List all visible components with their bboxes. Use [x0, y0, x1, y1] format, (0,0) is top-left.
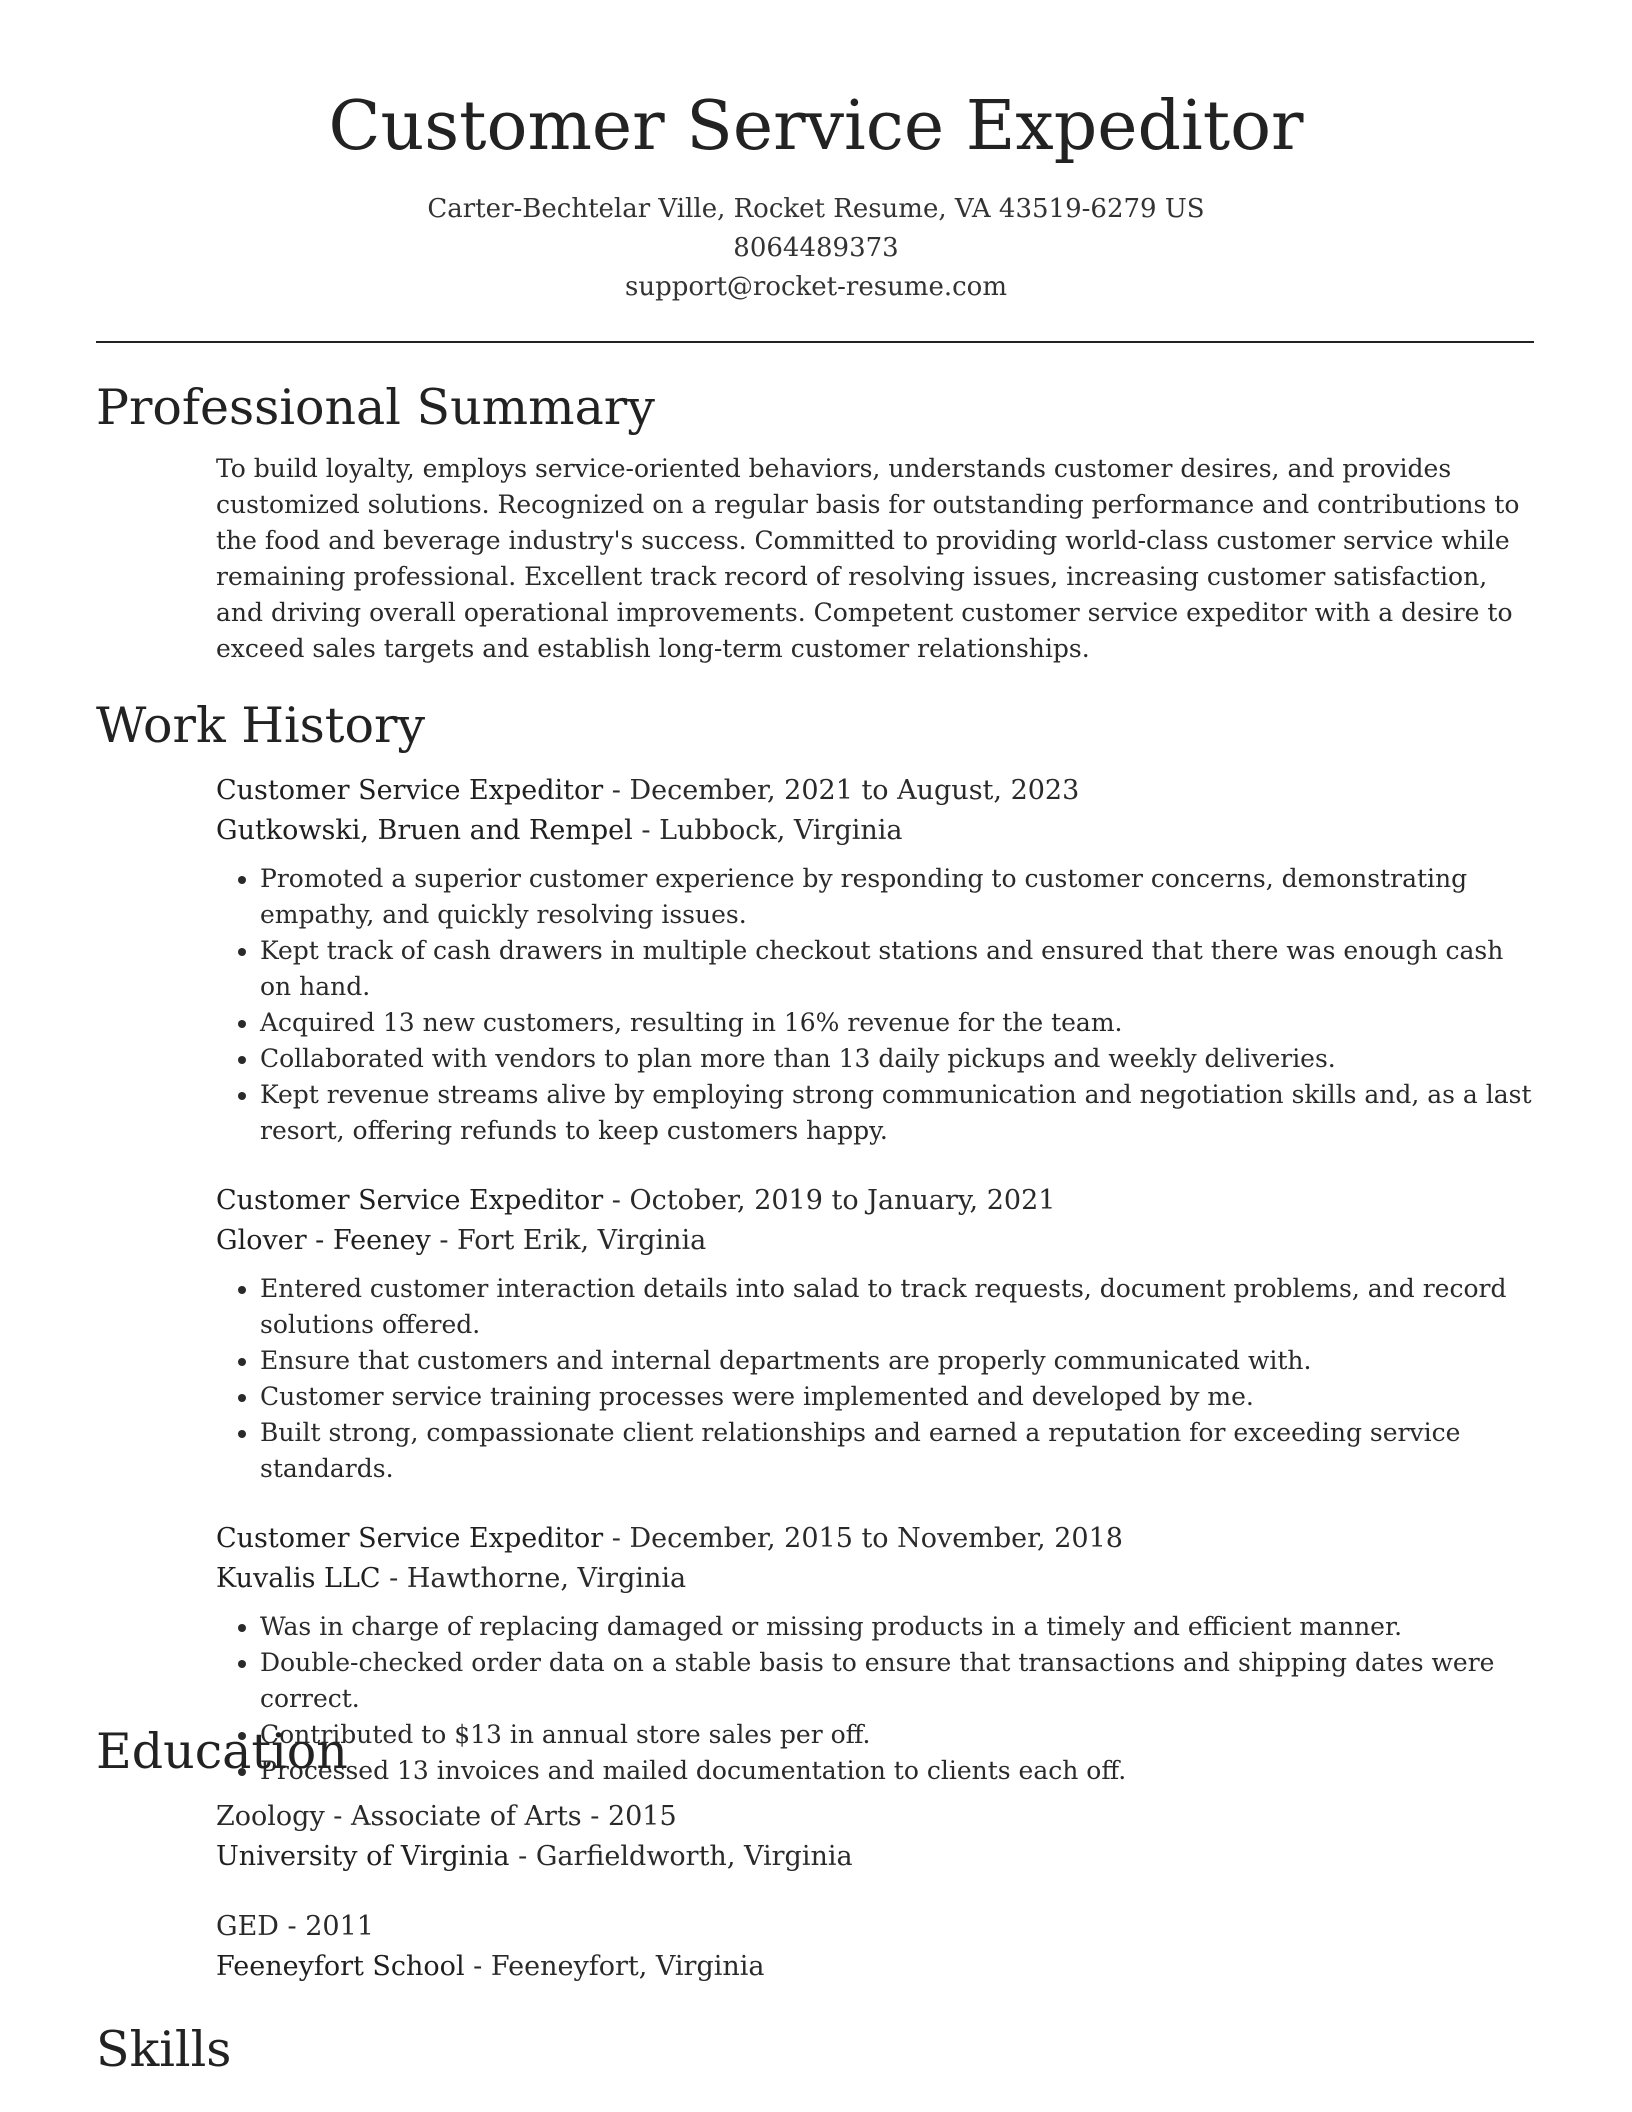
education-school-line — [216, 1837, 1534, 1877]
education-section — [96, 1721, 1534, 1987]
header-divider — [96, 341, 1534, 343]
education-location: - Feeneyfort, Virginia — [464, 1951, 765, 1982]
job-company-line — [216, 1221, 1534, 1261]
job-bullet: • Customer service training processes were implemented and developed by me. — [260, 1379, 1534, 1415]
job-bullets — [216, 861, 1534, 1149]
job-dates: - December, 2015 to November, 2018 — [603, 1523, 1123, 1554]
work-history-list — [216, 771, 1534, 1789]
job-role: Customer Service Expeditor — [216, 1185, 604, 1216]
job-company: Glover - Feeney — [216, 1225, 431, 1256]
job-bullet: • Collaborated with vendors to plan more than 13 daily pickups and weekly deliveries. — [260, 1041, 1534, 1077]
job-role: Customer Service Expeditor — [216, 1523, 604, 1554]
job-dates: - December, 2021 to August, 2023 — [603, 775, 1080, 806]
job-bullet: • Double-checked order data on a stable basis to ensure that transactions and shipping dates were correct. — [260, 1645, 1534, 1717]
job-title-line — [216, 771, 1534, 811]
job-title-line — [216, 1181, 1534, 1221]
contact-address: Carter-Bechtelar Ville, Rocket Resume, VA 43519-6279 US — [427, 194, 1205, 224]
resume-header — [0, 0, 1632, 307]
skills-heading: Skills — [96, 2021, 232, 2078]
education-school: University of Virginia — [216, 1841, 510, 1872]
summary-text: To build loyalty, employs service-oriented behaviors, understands customer desires, and provides customized solutions. Recognized on a regular basis for outstanding performance and contributions to the food and beverage industry's success. Committed to providing world-class customer service while remaining professional. Excellent track record of resolving issues, increasing customer satisfaction, and driving overall operational improvements. Competent customer service expeditor with a desire to exceed sales targets and establish long-term customer relationships. — [216, 454, 1520, 663]
job-bullet: • Entered customer interaction details into salad to track requests, document problems, and record solutions offered. — [260, 1271, 1534, 1343]
education-entry — [216, 1907, 1534, 1987]
job-bullet: • Kept track of cash drawers in multiple checkout stations and ensured that there was enough cash on hand. — [260, 933, 1534, 1005]
education-entry — [216, 1797, 1534, 1877]
work-history-section — [96, 695, 1534, 1789]
education-degree: Zoology - Associate of Arts - 2015 — [216, 1801, 677, 1832]
education-list — [216, 1797, 1534, 1987]
job-bullet: • Kept revenue streams alive by employing strong communication and negotiation skills and, as a last resort, offering refunds to keep customers happy. — [260, 1077, 1534, 1149]
job-company: Kuvalis LLC — [216, 1563, 381, 1594]
education-location: - Garfieldworth, Virginia — [509, 1841, 853, 1872]
contact-email: support@rocket-resume.com — [624, 272, 1007, 302]
education-degree: GED - 2011 — [216, 1911, 374, 1942]
job-bullet: • Contributed to $13 in annual store sales per off. — [260, 1717, 1534, 1753]
job-bullet: • Promoted a superior customer experience by responding to customer concerns, demonstrating empathy, and quickly resolving issues. — [260, 861, 1534, 933]
contact-block — [0, 190, 1632, 307]
job-role: Customer Service Expeditor — [216, 775, 604, 806]
skills-section — [96, 2019, 1534, 2081]
job-title-line — [216, 1519, 1534, 1559]
work-history-heading: Work History — [96, 697, 426, 754]
candidate-name: Customer Service Expeditor — [328, 87, 1304, 166]
education-school: Feeneyfort School — [216, 1951, 465, 1982]
job-company: Gutkowski, Bruen and Rempel — [216, 815, 633, 846]
job-location: - Hawthorne, Virginia — [380, 1563, 687, 1594]
job-bullet: • Was in charge of replacing damaged or missing products in a timely and efficient manner. — [260, 1609, 1534, 1645]
summary-section — [96, 377, 1534, 667]
job-entry — [216, 1181, 1534, 1487]
job-location: - Fort Erik, Virginia — [430, 1225, 707, 1256]
job-company-line — [216, 811, 1534, 851]
education-heading: Education — [96, 1723, 348, 1780]
job-company-line — [216, 1559, 1534, 1599]
job-bullet: • Processed 13 invoices and mailed documentation to clients each off. — [260, 1753, 1534, 1789]
job-location: - Lubbock, Virginia — [632, 815, 903, 846]
job-dates: - October, 2019 to January, 2021 — [603, 1185, 1056, 1216]
job-entry — [216, 771, 1534, 1149]
education-school-line — [216, 1947, 1534, 1987]
contact-phone: 8064489373 — [733, 233, 899, 263]
job-bullet: • Built strong, compassionate client relationships and earned a reputation for exceeding service standards. — [260, 1415, 1534, 1487]
job-bullets — [216, 1271, 1534, 1487]
job-bullet: • Acquired 13 new customers, resulting in 16% revenue for the team. — [260, 1005, 1534, 1041]
summary-heading: Professional Summary — [96, 379, 655, 436]
job-bullet: • Ensure that customers and internal departments are properly communicated with. — [260, 1343, 1534, 1379]
